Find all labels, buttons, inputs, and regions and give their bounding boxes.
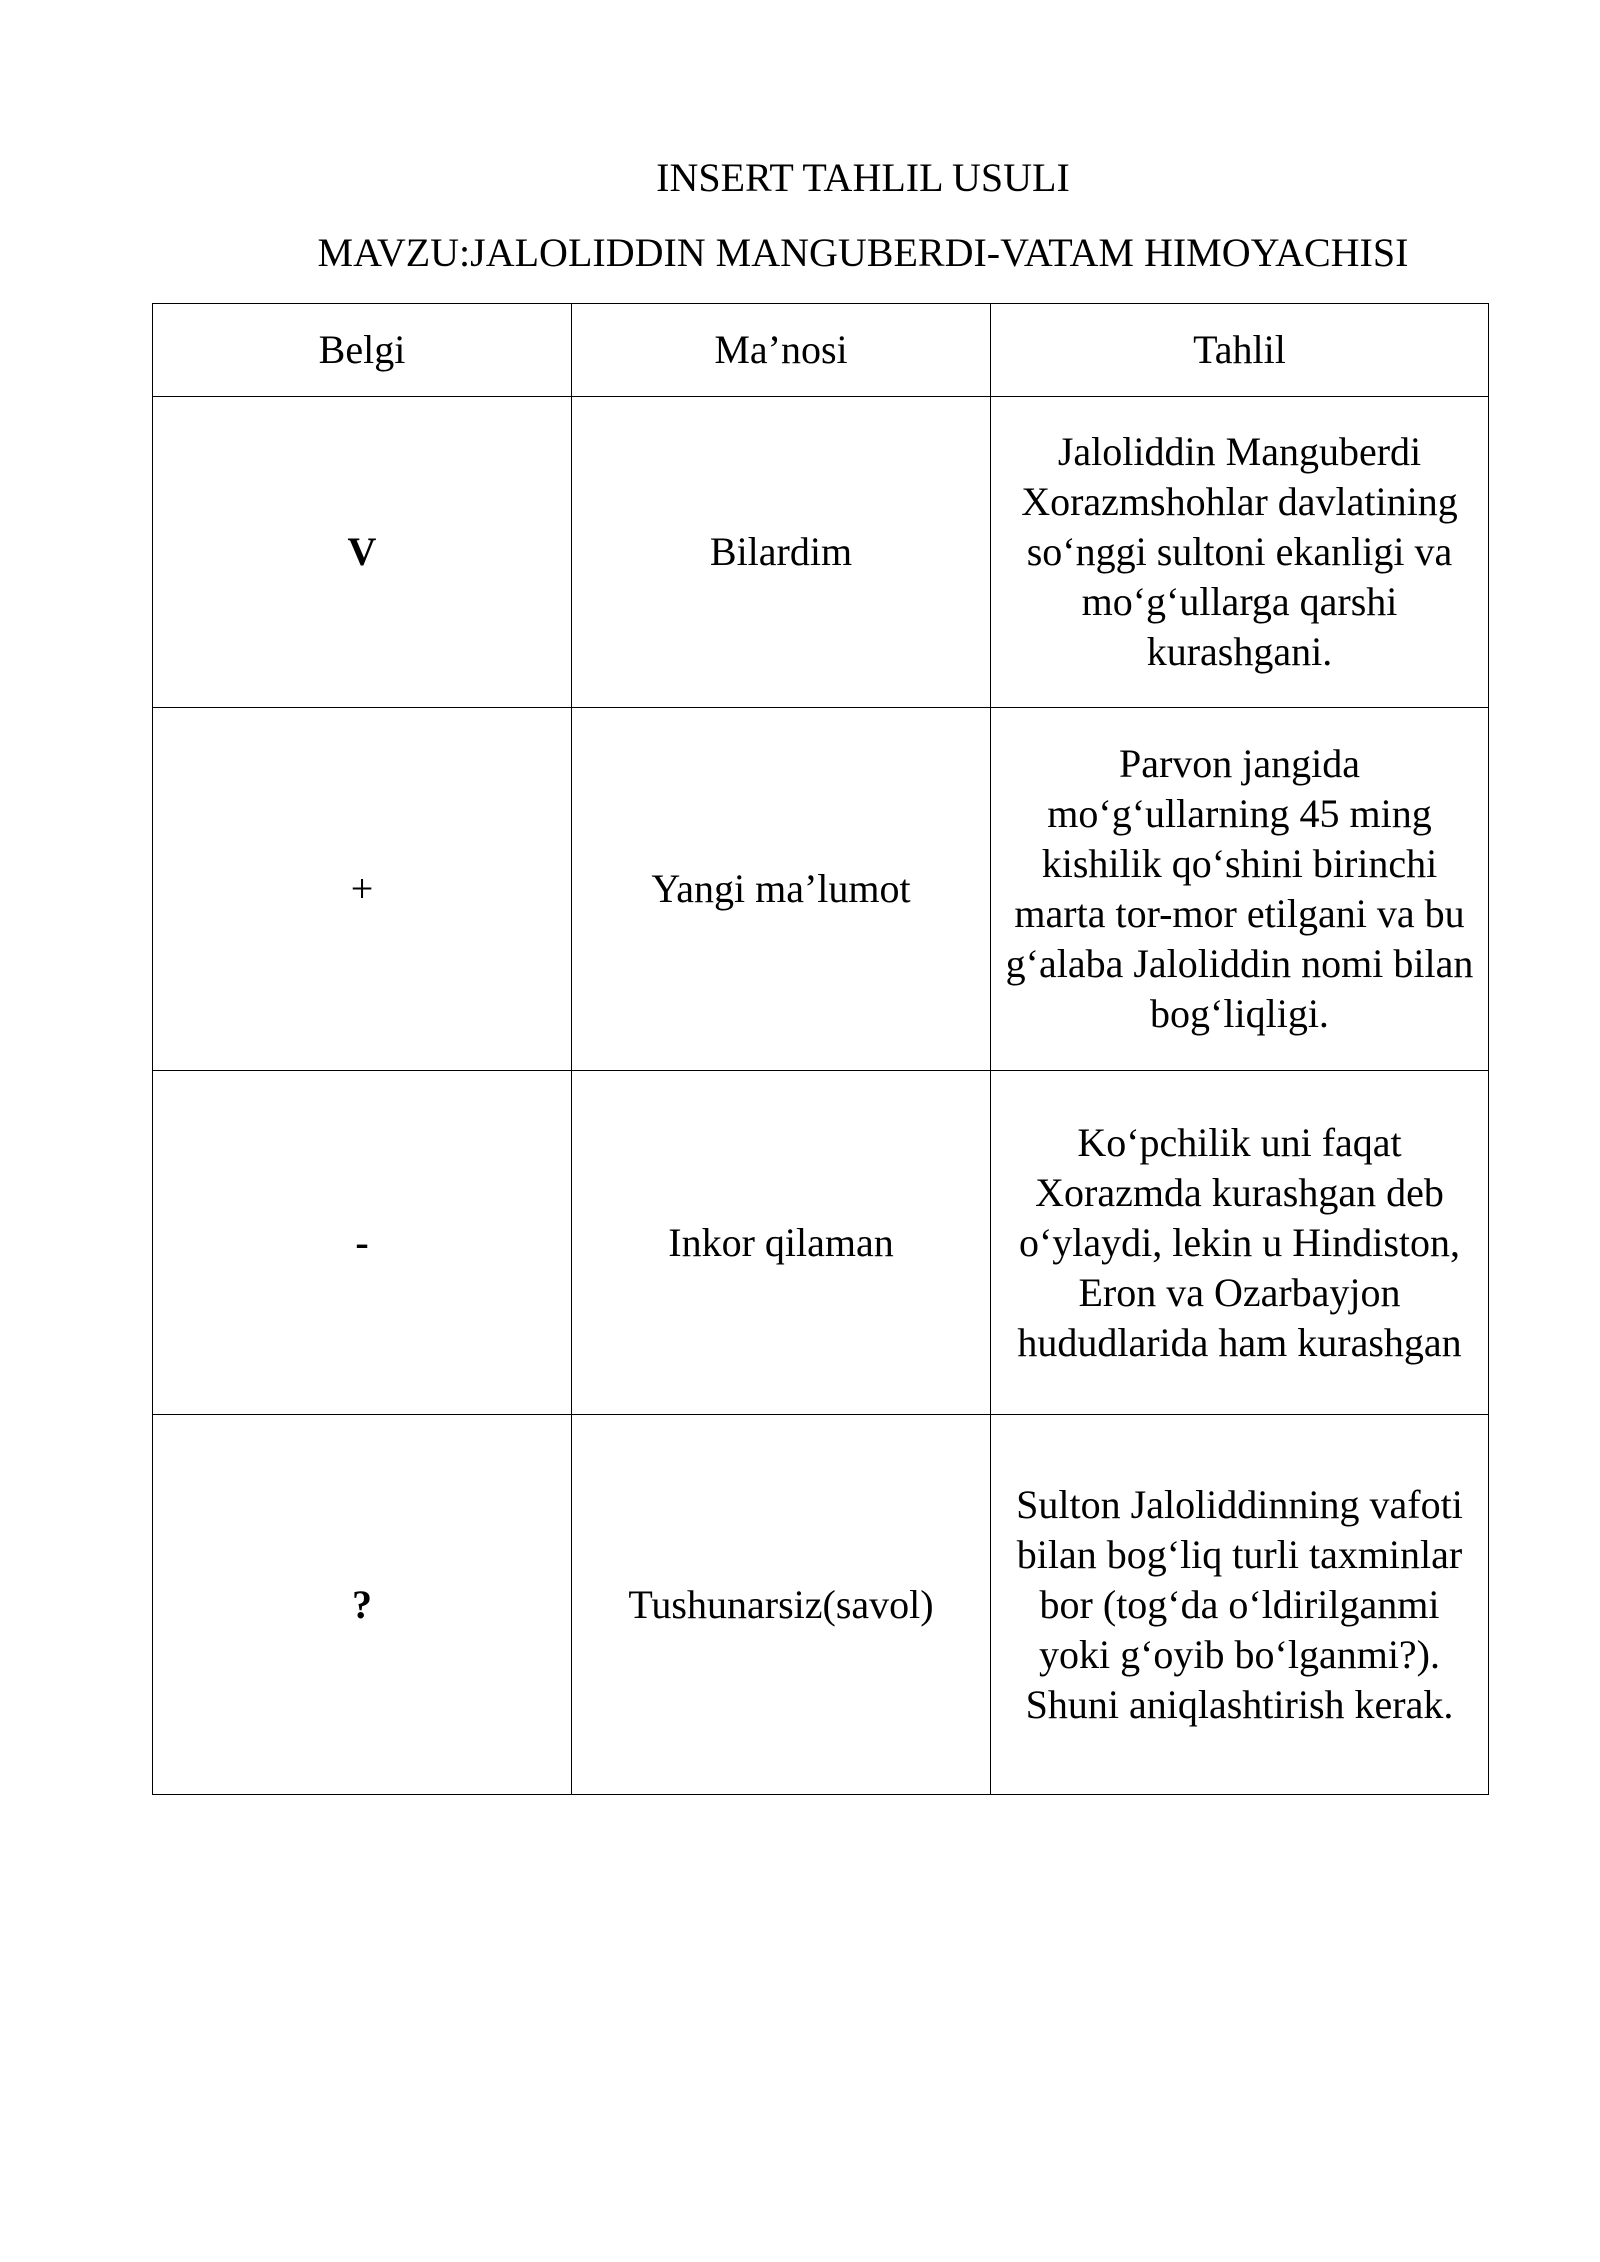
belgi-cell: V: [153, 397, 572, 708]
tahlil-cell: Ko‘pchilik uni faqat Xorazmda kurashgan deb o‘ylaydi, lekin u Hindiston, Eron va Ozarbayjon hududlarida ham kurashgan: [991, 1071, 1489, 1415]
table-row: [153, 708, 1489, 1071]
table-header-row: [153, 304, 1489, 397]
belgi-cell: +: [153, 708, 572, 1071]
table-row: [153, 397, 1489, 708]
document-title: INSERT TAHLIL USULI: [656, 155, 1070, 200]
header-belgi: Belgi: [153, 304, 572, 397]
manosi-cell: Yangi ma’lumot: [572, 708, 991, 1071]
manosi-cell: Inkor qilaman: [572, 1071, 991, 1415]
tahlil-cell: Sulton Jaloliddinning vafoti bilan bog‘liq turli taxminlar bor (tog‘da o‘ldirilganmi yoki g‘oyib bo‘lganmi?). Shuni aniqlashtirish kerak.: [991, 1415, 1489, 1795]
header-manosi: Ma’nosi: [572, 304, 991, 397]
document-subtitle: MAVZU:JALOLIDDIN MANGUBERDI-VATAM HIMOYACHISI: [317, 230, 1409, 275]
manosi-cell: Tushunarsiz(savol): [572, 1415, 991, 1795]
header-tahlil: Tahlil: [991, 304, 1489, 397]
belgi-cell: ?: [153, 1415, 572, 1795]
belgi-cell: -: [153, 1071, 572, 1415]
table-row: [153, 1071, 1489, 1415]
insert-analysis-table: [152, 303, 1489, 1795]
table-row: [153, 1415, 1489, 1795]
tahlil-cell: Jaloliddin Manguberdi Xorazmshohlar davlatining so‘nggi sultoni ekanligi va mo‘g‘ullarga qarshi kurashgani.: [991, 397, 1489, 708]
tahlil-cell: Parvon jangida mo‘g‘ullarning 45 ming kishilik qo‘shini birinchi marta tor-mor etilgani va bu g‘alaba Jaloliddin nomi bilan bog‘liqligi.: [991, 708, 1489, 1071]
manosi-cell: Bilardim: [572, 397, 991, 708]
